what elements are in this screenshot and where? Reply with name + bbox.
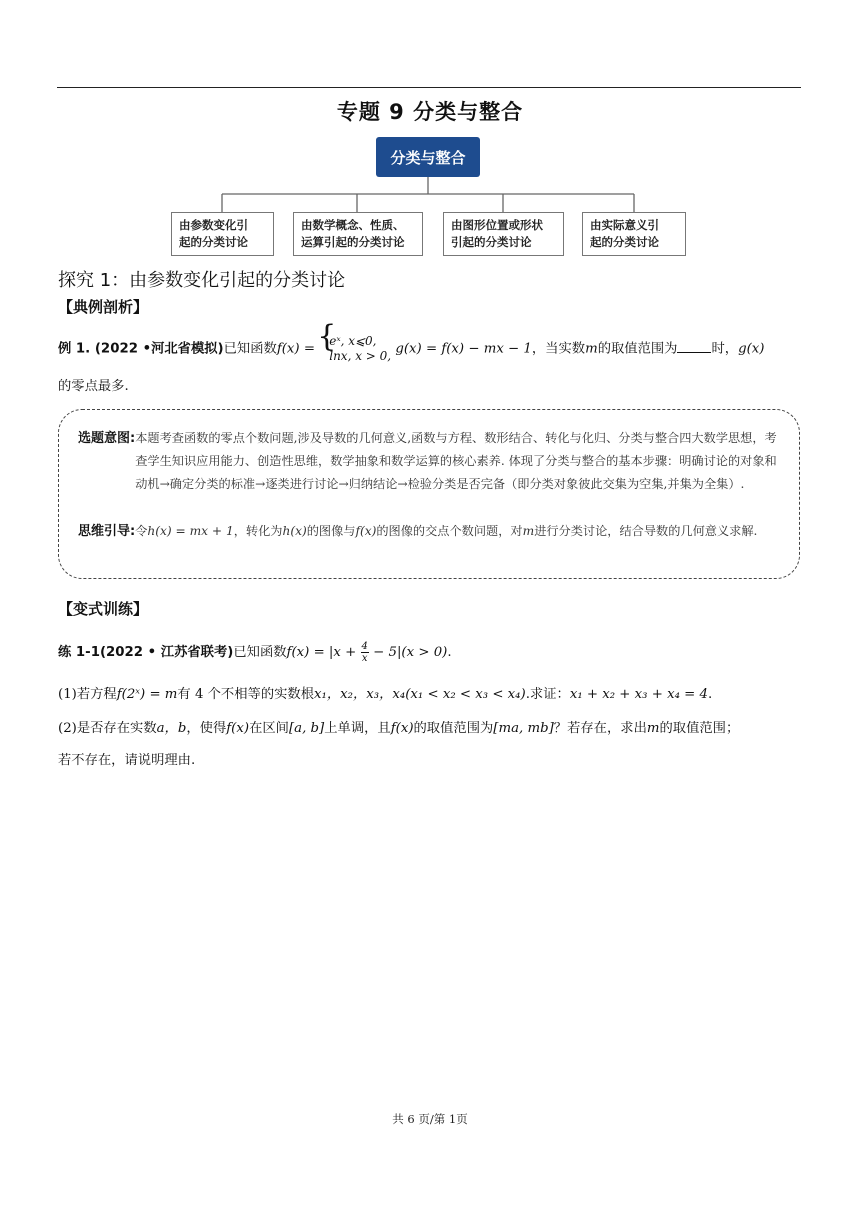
answer-blank xyxy=(677,338,711,353)
mindmap-child-line: 由图形位置或形状 xyxy=(451,218,543,232)
example-label: 例 1. (2022 •河北省模拟) xyxy=(58,341,224,357)
text: (2)是否存在实数 xyxy=(58,721,157,736)
section-heading: 探究 1：由参数变化引起的分类讨论 xyxy=(58,270,346,291)
math: g(x) = f(x) − mx − 1 xyxy=(395,341,532,357)
case: { eˣ, x⩽0, xyxy=(329,334,377,348)
math: f(x) = xyxy=(276,341,315,357)
text: . xyxy=(708,687,713,702)
math: f(x) xyxy=(390,721,414,736)
mindmap-child xyxy=(443,212,564,256)
math: [ma, mb] xyxy=(493,721,554,736)
example-problem-cont: 的零点最多. xyxy=(58,379,129,394)
text: ，使得 xyxy=(186,721,227,736)
text: 已知函数 xyxy=(233,645,287,660)
math: f(2ˣ) = m xyxy=(116,687,178,702)
text: ，当实数 xyxy=(531,341,586,357)
text: 进行分类讨论，结合导数的几何意义求解. xyxy=(534,524,758,538)
analysis-text: 本题考查函数的零点个数问题,涉及导数的几何意义,函数与方程、数形结合、转化与化归、分类与整合四大数学思想，考查学生知识应用能力、创造性思维，数学抽象和数学运算的核心素养. 体现了分类与整合的基本步骤：明确讨论的对象和动机→确定分类的标准→逐类进行讨论→归纳结论→检验分类是否完备（即分类对象彼此交集为空集,并集为全集）. xyxy=(135,431,777,491)
math: f(x) xyxy=(355,524,377,538)
math: [a, b] xyxy=(288,721,325,736)
text: ，转化为 xyxy=(233,524,283,538)
math: h(x) = mx + 1 xyxy=(147,524,234,538)
text: . xyxy=(447,645,452,660)
math: f(x) = |x + xyxy=(286,645,361,660)
analysis-label: 选题意图: xyxy=(78,431,136,446)
mindmap-child xyxy=(171,212,274,256)
text: ？若存在，求出 xyxy=(553,721,647,736)
denominator: x xyxy=(361,653,368,664)
section-subheading: 【典例剖析】 xyxy=(58,298,149,316)
math: x₁，x₂，x₃，x₄(x₁ < x₂ < x₃ < x₄) xyxy=(314,687,526,702)
mindmap-child-line: 由实际意义引 xyxy=(590,218,659,232)
math: m xyxy=(522,524,535,538)
exercise-problem xyxy=(58,640,802,666)
piecewise xyxy=(319,334,391,364)
mindmap-child-line: 由数学概念、性质、 xyxy=(301,218,405,232)
text: 令 xyxy=(135,524,148,538)
text: 的图像与 xyxy=(306,524,356,538)
fraction xyxy=(361,641,369,664)
math: f(x) xyxy=(226,721,250,736)
text: 的取值范围； xyxy=(659,721,740,736)
math: a，b xyxy=(156,721,187,736)
math: − 5|(x > 0) xyxy=(368,645,448,660)
math: m xyxy=(585,341,598,357)
text: .求证： xyxy=(525,687,570,702)
analysis-intent xyxy=(78,427,786,496)
exercise-question-1 xyxy=(58,682,802,708)
text: 已知函数 xyxy=(223,341,277,357)
text: 的图像的交点个数问题，对 xyxy=(376,524,523,538)
analysis-label: 思维引导: xyxy=(78,524,136,539)
mindmap-child-line: 引起的分类讨论 xyxy=(451,235,532,249)
text: 上单调，且 xyxy=(324,721,391,736)
exercise-question-2-cont: 若不存在，请说明理由. xyxy=(58,753,196,768)
mindmap-child-line: 起的分类讨论 xyxy=(590,235,659,249)
mindmap-child xyxy=(582,212,686,256)
mindmap-root: 分类与整合 xyxy=(376,137,480,177)
text: (1)若方程 xyxy=(58,687,117,702)
mindmap-child-line: 由参数变化引 xyxy=(179,218,248,232)
math: m xyxy=(646,721,660,736)
page-title: 专题 9 分类与整合 xyxy=(336,100,524,124)
mindmap-connectors xyxy=(0,0,860,260)
math: g(x) xyxy=(738,341,765,357)
math: x₁ + x₂ + x₃ + x₄ = 4 xyxy=(569,687,708,702)
exercise-label: 练 1-1(2022 • 江苏省联考) xyxy=(58,645,234,660)
mindmap-child-line: 运算引起的分类讨论 xyxy=(301,235,405,249)
text: 在区间 xyxy=(249,721,289,736)
numerator: 4 xyxy=(361,641,368,652)
page-footer: 共 6 页/第 1页 xyxy=(392,1112,468,1126)
math: h(x) xyxy=(282,524,307,538)
text: 有 4 个不相等的实数根 xyxy=(177,687,315,702)
text: 时， xyxy=(711,341,739,357)
text: 的取值范围为 xyxy=(597,341,678,357)
mindmap-child-line: 起的分类讨论 xyxy=(179,235,248,249)
section-subheading: 【变式训练】 xyxy=(58,600,149,618)
exercise-question-2 xyxy=(58,716,802,742)
example-problem xyxy=(58,334,802,364)
case: lnx, x > 0, xyxy=(329,349,392,363)
analysis-guide xyxy=(78,520,786,543)
text: 的取值范围为 xyxy=(413,721,494,736)
mindmap-child xyxy=(293,212,423,256)
analysis-text xyxy=(135,520,786,543)
